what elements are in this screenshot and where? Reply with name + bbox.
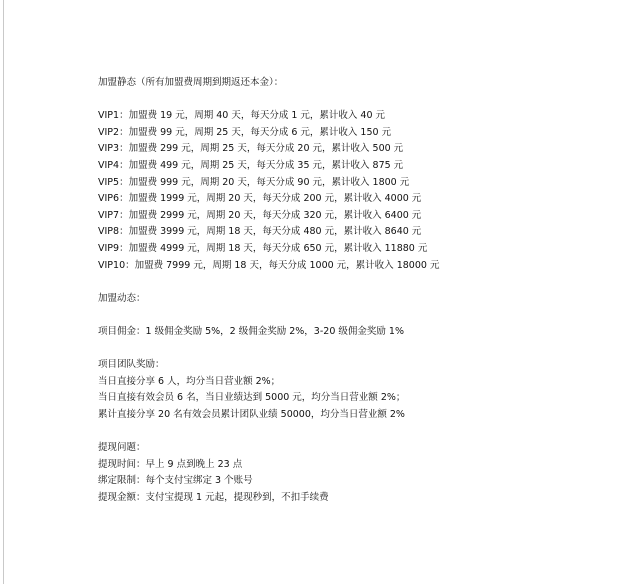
vip-line-3: VIP3：加盟费 299 元，周期 25 天，每天分成 20 元，累计收入 500 元 [98, 143, 404, 155]
vip-line-2: VIP2：加盟费 99 元，周期 25 天，每天分成 6 元，累计收入 150 元 [98, 126, 392, 138]
vip-line-1: VIP1：加盟费 19 元，周期 40 天，每天分成 1 元，累计收入 40 元 [98, 110, 386, 122]
dynamic-section-title: 加盟动态： [98, 292, 146, 304]
blank-line [98, 92, 618, 109]
team-line-1: 当日直接分享 6 人，均分当日营业额 2%； [98, 375, 281, 387]
team-line-3: 累计直接分享 20 名有效会员累计团队业绩 50000，均分当日营业额 2% [98, 408, 405, 420]
blank-line [98, 341, 618, 358]
vip-line-4: VIP4：加盟费 499 元，周期 25 天，每天分成 35 元，累计收入 875 元 [98, 159, 404, 171]
vip-line-10: VIP10：加盟费 7999 元，周期 18 天，每天分成 1000 元，累计收入 18000 元 [98, 259, 440, 271]
withdraw-time-line: 提现时间：早上 9 点到晚上 23 点 [98, 458, 243, 470]
vip-line-8: VIP8：加盟费 3999 元，周期 18 天，每天分成 480 元，累计收入 8640 元 [98, 226, 422, 238]
document-body [98, 75, 618, 506]
withdraw-section-title: 提现问题： [98, 442, 146, 454]
blank-line [98, 307, 618, 324]
blank-line [98, 423, 618, 440]
vip-line-5: VIP5：加盟费 999 元，周期 20 天，每天分成 90 元，累计收入 1800 元 [98, 176, 410, 188]
withdraw-limit-line: 绑定限制：每个支付宝绑定 3 个账号 [98, 475, 253, 487]
team-line-2: 当日直接有效会员 6 名，当日业绩达到 5000 元，均分当日营业额 2%； [98, 392, 406, 404]
static-section-title: 加盟静态（所有加盟费周期到期返还本金）： [98, 77, 284, 88]
blank-line [98, 274, 618, 291]
withdraw-amount-line: 提现金额：支付宝提现 1 元起，提现秒到，不扣手续费 [98, 491, 329, 503]
commission-line: 项目佣金：1 级佣金奖励 5%，2 级佣金奖励 2%，3-20 级佣金奖励 1% [98, 325, 404, 337]
vip-line-6: VIP6：加盟费 1999 元，周期 20 天，每天分成 200 元，累计收入 4000 元 [98, 193, 422, 205]
vip-line-9: VIP9：加盟费 4999 元，周期 18 天，每天分成 650 元，累计收入 11880 元 [98, 242, 428, 254]
page-left-border [3, 0, 4, 584]
team-section-title: 项目团队奖励： [98, 359, 165, 371]
vip-line-7: VIP7：加盟费 2999 元，周期 20 天，每天分成 320 元，累计收入 6400 元 [98, 209, 422, 221]
